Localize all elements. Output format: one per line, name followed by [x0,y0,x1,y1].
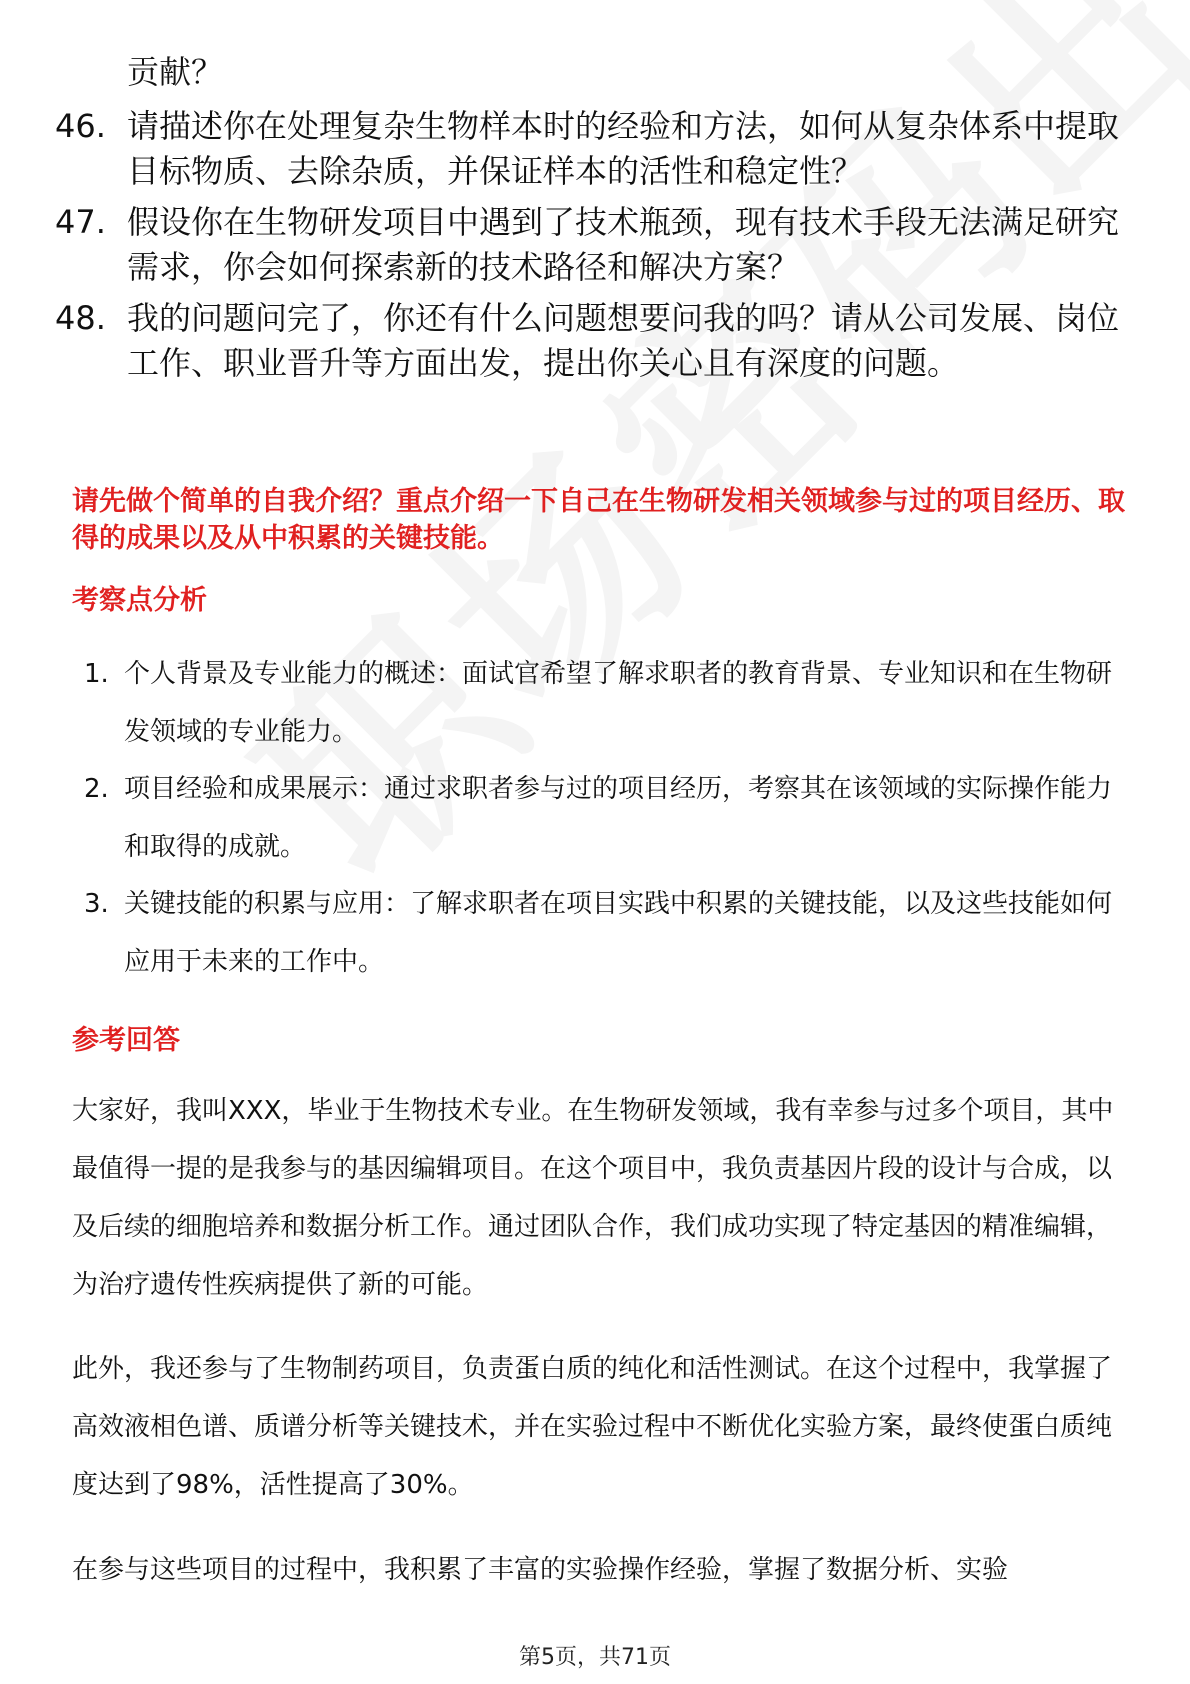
answer-paragraph-2: 此外，我还参与了生物制药项目，负责蛋白质的纯化和活性测试。在这个过程中，我掌握了高效液相色谱、质谱分析等关键技术，并在实验过程中不断优化实验方案，最终使蛋白质纯度达到了98%，活性提高了30%。 [72,1354,1113,1500]
question-item-47 [55,200,1135,290]
question-text: 我的问题问完了，你还有什么问题想要问我的吗？请从公司发展、岗位工作、职业晋升等方面出发，提出你关心且有深度的问题。 [127,299,1120,382]
focus-question: 请先做个简单的自我介绍？重点介绍一下自己在生物研发相关领域参与过的项目经历、取得的成果以及从中积累的关键技能。 [72,486,1125,554]
question-item-46 [55,104,1135,194]
question-number: 47. [55,203,106,241]
answer-paragraph-3: 在参与这些项目的过程中，我积累了丰富的实验操作经验，掌握了数据分析、实验 [72,1555,1009,1585]
analysis-heading: 考察点分析 [72,585,207,616]
continued-question-text: 贡献？ [127,53,224,91]
analysis-number: 1. [84,659,109,689]
analysis-text: 项目经验和成果展示：通过求职者参与过的项目经历，考察其在该领域的实际操作能力和取得的成就。 [124,774,1113,862]
analysis-item-3 [84,875,1134,991]
question-text: 假设你在生物研发项目中遇到了技术瓶颈，现有技术手段无法满足研究需求，你会如何探索新的技术路径和解决方案？ [127,203,1120,286]
page-footer: 第5页，共71页 [519,1645,671,1670]
analysis-item-2 [84,760,1134,876]
question-item-48 [55,296,1135,386]
question-number: 48. [55,299,106,337]
analysis-text: 关键技能的积累与应用：了解求职者在项目实践中积累的关键技能，以及这些技能如何应用于未来的工作中。 [124,889,1113,977]
question-number: 46. [55,107,106,145]
analysis-text: 个人背景及专业能力的概述：面试官希望了解求职者的教育背景、专业知识和在生物研发领域的专业能力。 [124,659,1113,747]
question-text: 请描述你在处理复杂生物样本时的经验和方法，如何从复杂体系中提取目标物质、去除杂质，并保证样本的活性和稳定性？ [127,107,1120,190]
analysis-number: 2. [84,774,109,804]
analysis-number: 3. [84,889,109,919]
answer-paragraph-1: 大家好，我叫XXX，毕业于生物技术专业。在生物研发领域，我有幸参与过多个项目，其中最值得一提的是我参与的基因编辑项目。在这个项目中，我负责基因片段的设计与合成，以及后续的细胞培养和数据分析工作。通过团队合作，我们成功实现了特定基因的精准编辑，为治疗遗传性疾病提供了新的可能。 [72,1096,1114,1300]
answer-heading: 参考回答 [72,1025,180,1056]
analysis-item-1 [84,645,1134,761]
